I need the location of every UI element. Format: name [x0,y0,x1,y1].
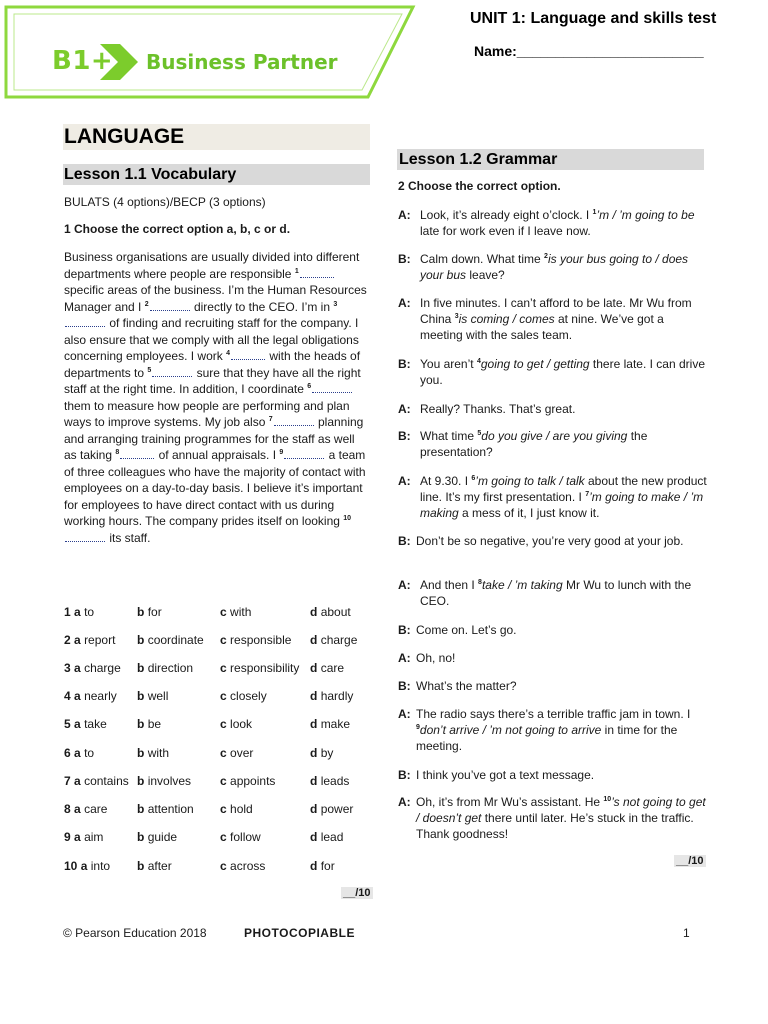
option-c[interactable] [220,802,253,816]
option-letter: c [220,830,227,844]
option-text: be [147,717,162,731]
option-c[interactable] [220,859,265,873]
option-d[interactable] [310,774,349,788]
option-row [64,859,374,875]
item-number: 5 [64,717,71,731]
option-text: responsibility [230,661,300,675]
name-field[interactable]: Name:________________________ [474,43,704,59]
option-letter: a [74,717,81,731]
option-a[interactable] [64,830,103,844]
instruction-2: 2 Choose the correct option. [398,179,561,193]
option-letter: c [220,802,227,816]
instruction-1: 1 Choose the correct option a, b, c or d. [64,222,291,236]
option-c[interactable] [220,717,252,731]
gap-6[interactable] [312,382,352,393]
option-c[interactable] [220,605,251,619]
option-row [64,830,374,846]
option-text: charge [320,633,358,647]
option-b[interactable] [137,774,191,788]
option-letter: b [137,605,145,619]
option-row [64,774,374,790]
option-text: hardly [320,689,354,703]
gap-8[interactable] [120,448,154,459]
option-letter: a [80,859,88,873]
dialogue-line: A: The radio says there’s a terrible traffic jam in town. I $^9$don’t arrive / ’m not going to arrive in time for the meeting. [398,707,691,753]
option-text: coordinate [147,633,204,647]
vocabulary-paragraph: Business organisations are usually divided into different departments where people are responsible $^1$ specific areas of the business. I’m the Human Resources Manager and I $^2$ directly to the CEO. I’m in $^3$ of finding and recruiting staff for the company. I also ensure that we comply with all the legal obligations concerning employees. I work $^4$ with the heads of departments to $^5$ sure that they have all the right staff at the right time. In addition, I coordinate $^6$ them to measure how people are performing and plan ways to improve systems. My job also $^7$ planning and arranging training programmes for the staff as well as taking $^8$ of annual appraisals. I $^9$ a team of three colleagues who have the majority of contact with employees on a day-to-day basis. I believe it’s important for employees to have direct contact with us during working hours. The company prides itself on looking $^{10}$ its staff. [64,250,367,545]
option-b[interactable] [137,717,161,731]
option-a[interactable] [64,774,129,788]
option-letter: a [74,830,81,844]
option-8[interactable]: take / ’m taking [481,578,563,592]
option-text: guide [147,830,178,844]
option-letter: d [310,633,318,647]
dialogue-line: A: Oh, it’s from Mr Wu’s assistant. He $^{10}$’s not going to get / doesn’t get there until later. He’s stuck in the traffic. Thank goodness! [398,795,706,841]
option-text: lead [320,830,344,844]
option-d[interactable] [310,802,353,816]
option-text: look [230,717,253,731]
option-letter: a [74,802,81,816]
option-letter: b [137,774,145,788]
option-10[interactable]: ’s not going to get / doesn’t get [416,795,706,825]
option-text: report [84,633,116,647]
dialogue-line: A: At 9.30. I $^6$’m going to talk / talk about the new product line. It’s my first presentation. I $^7$’m going to make / ’m making a mess of it, I just know it. [398,474,707,520]
option-d[interactable] [310,605,351,619]
option-text: to [84,746,95,760]
option-letter: c [220,689,227,703]
option-b[interactable] [137,633,204,647]
option-letter: c [220,774,227,788]
option-letter: b [137,859,145,873]
option-d[interactable] [310,689,353,703]
option-letter: b [137,633,145,647]
option-text: power [320,802,354,816]
dialogue-line: B: Don’t be so negative, you’re very good at your job. [398,534,684,548]
logo-level: B1+ [52,46,114,76]
option-c[interactable] [220,774,275,788]
section-title: LANGUAGE [64,125,185,148]
option-a[interactable] [64,859,110,873]
option-c[interactable] [220,830,261,844]
option-letter: d [310,774,318,788]
item-number: 2 [64,633,71,647]
option-text: responsible [230,633,292,647]
option-text: into [90,859,111,873]
option-text: hold [230,802,253,816]
option-letter: b [137,830,145,844]
dialogue-line: A: Really? Thanks. That’s great. [398,402,576,416]
option-letter: d [310,605,318,619]
option-letter: a [74,661,81,675]
item-number: 9 [64,830,71,844]
option-5[interactable]: do you give / are you giving [481,429,628,443]
option-text: involves [147,774,192,788]
option-text: direction [147,661,194,675]
option-letter: c [220,661,227,675]
gap-9[interactable] [284,448,324,459]
option-text: leads [320,774,350,788]
option-letter: b [137,717,145,731]
option-c[interactable] [220,746,253,760]
option-6[interactable]: ’m going to talk / talk [475,474,585,488]
option-7[interactable]: ’m going to make / ’m making [420,490,704,520]
option-letter: c [220,605,227,619]
item-number: 8 [64,802,71,816]
option-b[interactable] [137,859,172,873]
option-row [64,689,374,705]
option-letter: a [74,774,81,788]
dialogue-line: B: I think you’ve got a text message. [398,768,595,782]
option-letter: a [74,689,81,703]
option-a[interactable] [64,605,94,619]
lesson-title-vocabulary: Lesson 1.1 Vocabulary [64,166,237,183]
option-a[interactable] [64,717,107,731]
option-b[interactable] [137,605,162,619]
option-text: make [320,717,351,731]
option-b[interactable] [137,830,177,844]
option-text: appoints [230,774,276,788]
gap-10[interactable] [65,531,105,542]
option-1[interactable]: ’m / ’m going to be [596,208,695,222]
option-text: care [320,661,345,675]
option-text: nearly [84,689,117,703]
option-letter: d [310,802,318,816]
option-c[interactable] [220,633,291,647]
gap-3[interactable] [65,316,105,327]
option-text: about [320,605,351,619]
option-text: with [147,746,170,760]
option-letter: a [74,633,81,647]
option-letter: a [74,746,81,760]
option-text: closely [230,689,267,703]
copyright: © Pearson Education 2018 [63,926,207,940]
option-a[interactable] [64,661,121,675]
item-number: 10 [64,859,78,873]
option-d[interactable] [310,633,357,647]
option-letter: b [137,689,145,703]
item-number: 6 [64,746,71,760]
option-d[interactable] [310,859,335,873]
dialogue-line: A: Oh, no! [398,651,456,665]
option-2[interactable]: is your bus going to / does your bus [420,252,689,282]
score-grammar[interactable]: __/10 [676,855,704,867]
dialogue-line: A: In five minutes. I can’t afford to be late. Mr Wu from China $^3$is coming / comes at nine. We’ve got a meeting with the sales team. [398,296,692,342]
option-b[interactable] [137,802,194,816]
option-text: after [147,859,172,873]
dialogue-line: B: What’s the matter? [398,679,517,693]
option-text: attention [147,802,194,816]
gap-4[interactable] [231,349,265,360]
option-text: well [147,689,169,703]
option-4[interactable]: going to get / getting [480,357,590,371]
option-row [64,605,374,621]
option-text: to [84,605,95,619]
option-9[interactable]: don’t arrive / ’m not going to arrive [419,723,602,737]
item-number: 1 [64,605,71,619]
option-letter: c [220,746,227,760]
gap-1[interactable] [300,267,334,278]
option-text: care [84,802,108,816]
photocopiable-label: PHOTOCOPIABLE [244,926,355,940]
option-letter: d [310,830,318,844]
option-d[interactable] [310,717,350,731]
option-row [64,746,374,762]
exam-note: BULATS (4 options)/BECP (3 options) [64,195,266,209]
gap-5[interactable] [152,366,192,377]
option-text: charge [84,661,121,675]
option-letter: d [310,746,318,760]
option-text: contains [84,774,129,788]
dialogue-line: A: And then I $^8$take / ’m taking Mr Wu to lunch with the CEO. [398,578,692,608]
option-letter: c [220,859,227,873]
dialogue-line: A: Look, it’s already eight o’clock. I $^1$’m / ’m going to be late for work even if I leave now. [398,208,695,238]
option-a[interactable] [64,802,107,816]
option-row [64,661,374,677]
option-text: for [320,859,335,873]
option-c[interactable] [220,661,299,675]
dialogue-line: B: What time $^5$do you give / are you giving the presentation? [398,429,648,459]
option-text: by [320,746,334,760]
gap-2[interactable] [150,300,190,311]
item-number: 3 [64,661,71,675]
option-row [64,633,374,649]
option-letter: d [310,689,318,703]
option-d[interactable] [310,830,343,844]
option-text: aim [84,830,104,844]
option-letter: d [310,661,318,675]
option-letter: d [310,717,318,731]
lesson-title-grammar: Lesson 1.2 Grammar [399,151,558,168]
dialogue-line: B: You aren’t $^4$going to get / getting there late. I can drive you. [398,357,705,387]
option-row [64,717,374,733]
item-number: 4 [64,689,71,703]
option-text: over [230,746,254,760]
logo-text: Business Partner [146,50,338,74]
option-text: with [230,605,252,619]
option-d[interactable] [310,661,344,675]
option-text: follow [230,830,261,844]
option-b[interactable] [137,746,169,760]
option-text: take [84,717,107,731]
option-letter: d [310,859,318,873]
option-3[interactable]: is coming / comes [458,312,555,326]
option-letter: c [220,633,227,647]
option-row [64,802,374,818]
option-letter: a [74,605,81,619]
option-letter: c [220,717,227,731]
page-number: 1 [683,926,690,940]
gap-7[interactable] [274,415,314,426]
dialogue-line: B: Come on. Let’s go. [398,623,517,637]
option-a[interactable] [64,689,117,703]
unit-title: UNIT 1: Language and skills test [470,10,717,27]
option-letter: b [137,802,145,816]
option-text: across [230,859,266,873]
option-b[interactable] [137,689,168,703]
option-a[interactable] [64,633,115,647]
option-letter: b [137,661,145,675]
score-vocabulary[interactable]: __/10 [343,887,371,899]
option-letter: b [137,746,145,760]
option-a[interactable] [64,746,94,760]
option-d[interactable] [310,746,333,760]
option-c[interactable] [220,689,267,703]
item-number: 7 [64,774,71,788]
dialogue-line: B: Calm down. What time $^2$is your bus going to / does your bus leave? [398,252,689,282]
option-text: for [147,605,162,619]
option-b[interactable] [137,661,193,675]
